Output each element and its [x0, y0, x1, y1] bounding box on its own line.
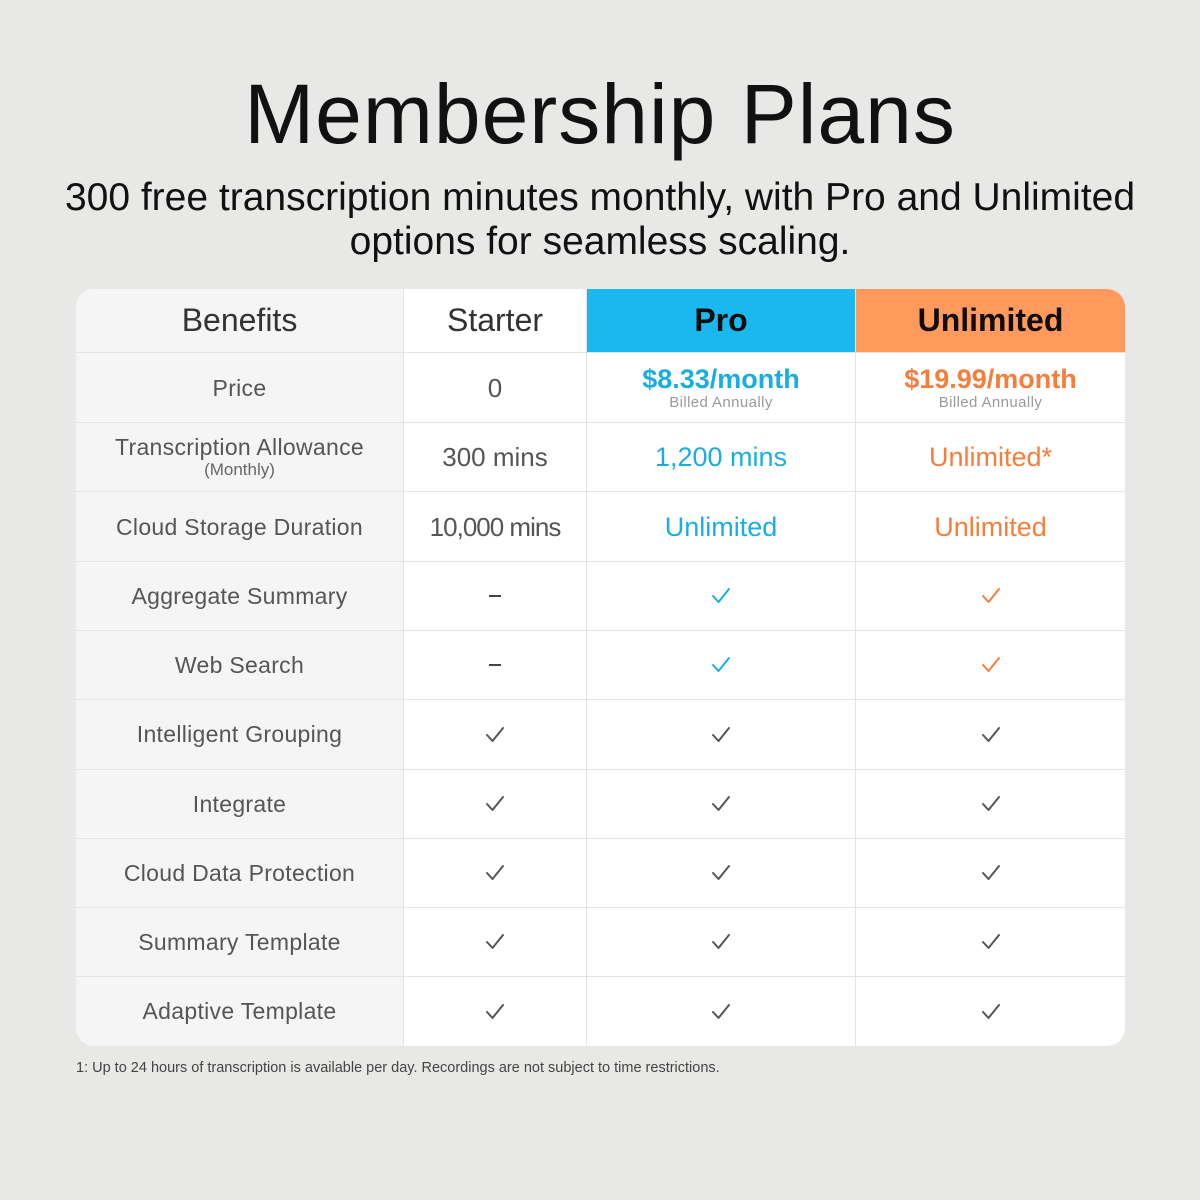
unlimited-cell [856, 908, 1125, 977]
benefits-header: Benefits [76, 289, 403, 353]
starter-header: Starter [404, 289, 586, 353]
unlimited-cell [856, 423, 1125, 492]
dash-icon [489, 595, 501, 597]
pro-price: $8.33/month [642, 364, 800, 394]
pro-cell [587, 354, 855, 423]
pro-cell [587, 977, 855, 1046]
pro-header: Pro [587, 289, 855, 353]
benefit-label: Price [212, 374, 267, 401]
benefit-label: Web Search [174, 651, 305, 678]
unlimited-cell [856, 839, 1125, 908]
benefit-cell [76, 700, 403, 770]
pro-value: Unlimited [664, 511, 778, 542]
check-icon [710, 724, 732, 746]
benefit-label: Intelligent Grouping [136, 721, 343, 747]
starter-cell [404, 423, 586, 492]
footnote: 1: Up to 24 hours of transcription is available per day. Recordings are not subject to time restrictions. [76, 1060, 720, 1076]
benefit-cell [76, 977, 403, 1046]
starter-value: 300 mins [442, 441, 548, 472]
starter-cell [404, 700, 586, 770]
pro-cell [587, 839, 855, 908]
starter-cell [404, 770, 586, 839]
check-icon [980, 931, 1002, 953]
check-icon [980, 654, 1002, 676]
starter-value: 10,000 mins [429, 511, 561, 542]
check-icon [980, 1001, 1002, 1023]
benefit-cell [76, 839, 403, 908]
check-icon [484, 931, 506, 953]
check-icon [484, 724, 506, 746]
unlimited-cell [856, 977, 1125, 1046]
check-icon [980, 862, 1002, 884]
starter-cell [404, 839, 586, 908]
unlimited-value: Unlimited* [928, 441, 1053, 472]
benefit-label: Summary Template [138, 928, 341, 955]
unlimited-value: Unlimited [934, 511, 1047, 542]
benefit-cell [76, 493, 403, 562]
pro-column [587, 289, 856, 1046]
starter-cell [404, 493, 586, 562]
unlimited-price: $19.99/month [904, 364, 1077, 394]
page-subtitle: 300 free transcription minutes monthly, with Pro and Unlimited options for seamless scaling. [64, 176, 1136, 263]
benefit-cell [76, 562, 403, 631]
unlimited-header: Unlimited [856, 289, 1125, 353]
starter-cell [404, 977, 586, 1046]
check-icon [710, 931, 732, 953]
check-icon [980, 724, 1002, 746]
unlimited-billing-note: Billed Annually [938, 394, 1043, 411]
page-title: Membership Plans [244, 67, 956, 161]
pro-cell [587, 493, 855, 562]
benefit-label: Integrate [192, 790, 287, 817]
benefit-label: Cloud Data Protection [123, 859, 356, 886]
starter-cell [404, 631, 586, 700]
unlimited-cell [856, 631, 1125, 700]
pro-cell [587, 700, 855, 770]
starter-column [404, 289, 587, 1046]
benefits-column [76, 289, 404, 1046]
benefit-cell [76, 631, 403, 700]
unlimited-cell [856, 562, 1125, 631]
pro-billing-note: Billed Annually [669, 394, 773, 411]
unlimited-cell [856, 770, 1125, 839]
benefit-cell [76, 908, 403, 977]
starter-cell [404, 562, 586, 631]
pro-cell [587, 562, 855, 631]
check-icon [484, 1001, 506, 1023]
check-icon [710, 585, 732, 607]
benefit-label: Cloud Storage Duration [116, 513, 363, 540]
unlimited-cell [856, 354, 1125, 423]
benefit-sublabel: (Monthly) [204, 459, 275, 479]
check-icon [710, 862, 732, 884]
check-icon [980, 585, 1002, 607]
unlimited-column [856, 289, 1125, 1046]
unlimited-cell [856, 493, 1125, 562]
benefit-label: Aggregate Summary [131, 582, 348, 609]
pro-cell [587, 631, 855, 700]
starter-value: 0 [487, 372, 503, 403]
check-icon [710, 654, 732, 676]
plans-comparison-table [76, 289, 1125, 1046]
unlimited-cell [856, 700, 1125, 770]
benefit-label: Transcription Allowance [115, 433, 364, 460]
pro-cell [587, 423, 855, 492]
starter-cell [404, 354, 586, 423]
check-icon [710, 793, 732, 815]
benefit-cell [76, 423, 403, 492]
benefit-label: Adaptive Template [142, 998, 337, 1024]
starter-cell [404, 908, 586, 977]
check-icon [484, 793, 506, 815]
check-icon [710, 1001, 732, 1023]
check-icon [980, 793, 1002, 815]
pro-cell [587, 770, 855, 839]
benefit-cell [76, 354, 403, 423]
pro-value: 1,200 mins [654, 441, 788, 472]
benefit-cell [76, 770, 403, 839]
check-icon [484, 862, 506, 884]
dash-icon [489, 664, 501, 666]
pro-cell [587, 908, 855, 977]
